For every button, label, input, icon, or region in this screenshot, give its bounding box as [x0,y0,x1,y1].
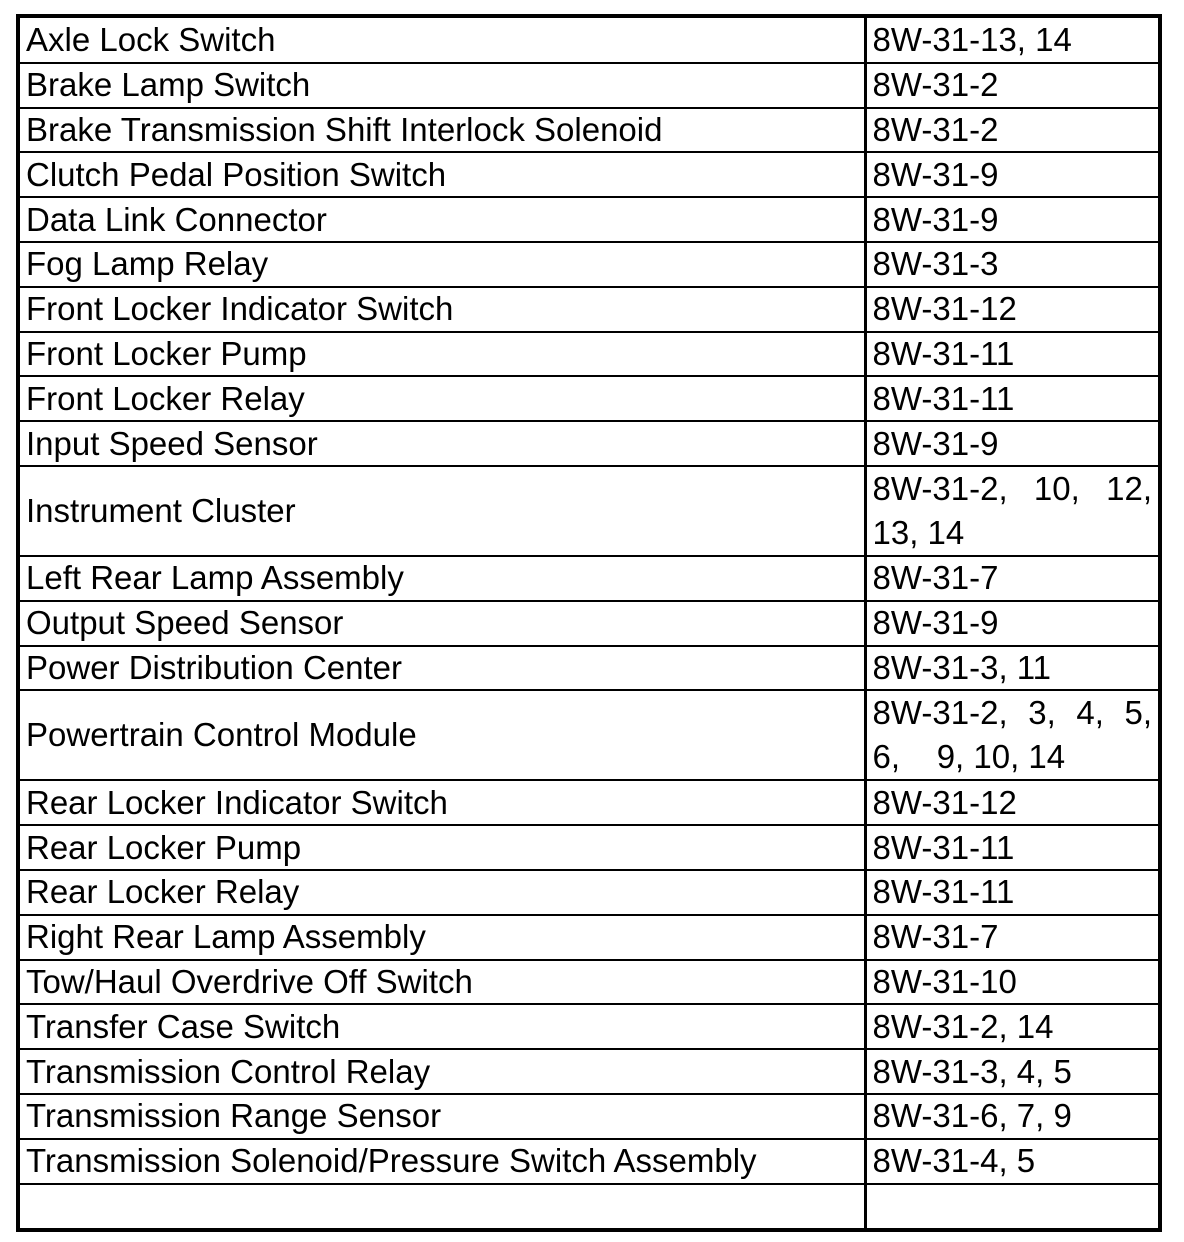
wiring-reference: 8W-31-2, 10, 12, 13, 14 [865,466,1158,556]
component-name: Clutch Pedal Position Switch [20,152,865,197]
component-name: Data Link Connector [20,197,865,242]
table-row [20,242,1158,287]
component-name: Power Distribution Center [20,646,865,691]
table-row [20,646,1158,691]
table-row [20,18,1158,63]
wiring-reference: 8W-31-10 [865,960,1158,1005]
component-name: Front Locker Pump [20,332,865,377]
table-row [20,466,1158,556]
component-name: Axle Lock Switch [20,18,865,63]
wiring-reference: 8W-31-12 [865,780,1158,825]
component-name: Transmission Range Sensor [20,1094,865,1139]
component-name: Transmission Control Relay [20,1049,865,1094]
component-name: Transmission Solenoid/Pressure Switch Assembly [20,1139,865,1184]
table-row [20,690,1158,780]
component-index-table [16,14,1162,1232]
wiring-reference: 8W-31-2, 14 [865,1004,1158,1049]
component-name [20,1184,865,1229]
table-row [20,332,1158,377]
table-row [20,152,1158,197]
table-row [20,287,1158,332]
table-row [20,421,1158,466]
component-name: Transfer Case Switch [20,1004,865,1049]
wiring-reference: 8W-31-3 [865,242,1158,287]
component-name: Fog Lamp Relay [20,242,865,287]
wiring-reference: 8W-31-11 [865,376,1158,421]
table-row [20,780,1158,825]
component-name: Powertrain Control Module [20,690,865,780]
wiring-reference: 8W-31-2, 3, 4, 5, 6, 9, 10, 14 [865,690,1158,780]
component-name: Rear Locker Indicator Switch [20,780,865,825]
table-row [20,601,1158,646]
table-row [20,1004,1158,1049]
component-name: Rear Locker Relay [20,870,865,915]
component-name: Rear Locker Pump [20,825,865,870]
wiring-reference: 8W-31-7 [865,556,1158,601]
table-row [20,197,1158,242]
wiring-reference: 8W-31-9 [865,601,1158,646]
component-name: Brake Lamp Switch [20,63,865,108]
wiring-reference: 8W-31-9 [865,152,1158,197]
wiring-reference: 8W-31-4, 5 [865,1139,1158,1184]
table-row [20,1094,1158,1139]
table-row [20,870,1158,915]
table-row [20,1184,1158,1229]
wiring-reference: 8W-31-11 [865,332,1158,377]
wiring-reference: 8W-31-7 [865,915,1158,960]
component-name: Brake Transmission Shift Interlock Solenoid [20,108,865,153]
component-name: Left Rear Lamp Assembly [20,556,865,601]
component-name: Instrument Cluster [20,466,865,556]
table-row [20,825,1158,870]
wiring-reference: 8W-31-3, 11 [865,646,1158,691]
table-row [20,1049,1158,1094]
wiring-reference: 8W-31-9 [865,197,1158,242]
component-name: Output Speed Sensor [20,601,865,646]
component-name: Right Rear Lamp Assembly [20,915,865,960]
component-name: Front Locker Indicator Switch [20,287,865,332]
wiring-reference: 8W-31-2 [865,63,1158,108]
table-row [20,63,1158,108]
component-name: Input Speed Sensor [20,421,865,466]
table-row [20,915,1158,960]
table-row [20,376,1158,421]
wiring-reference: 8W-31-3, 4, 5 [865,1049,1158,1094]
component-name: Front Locker Relay [20,376,865,421]
table-row [20,556,1158,601]
wiring-reference: 8W-31-11 [865,870,1158,915]
wiring-reference: 8W-31-9 [865,421,1158,466]
table-row [20,960,1158,1005]
wiring-reference [865,1184,1158,1229]
wiring-reference: 8W-31-13, 14 [865,18,1158,63]
component-table [20,18,1162,1228]
wiring-reference: 8W-31-2 [865,108,1158,153]
table-row [20,1139,1158,1184]
wiring-reference: 8W-31-12 [865,287,1158,332]
wiring-reference: 8W-31-6, 7, 9 [865,1094,1158,1139]
wiring-reference: 8W-31-11 [865,825,1158,870]
table-row [20,108,1158,153]
component-name: Tow/Haul Overdrive Off Switch [20,960,865,1005]
